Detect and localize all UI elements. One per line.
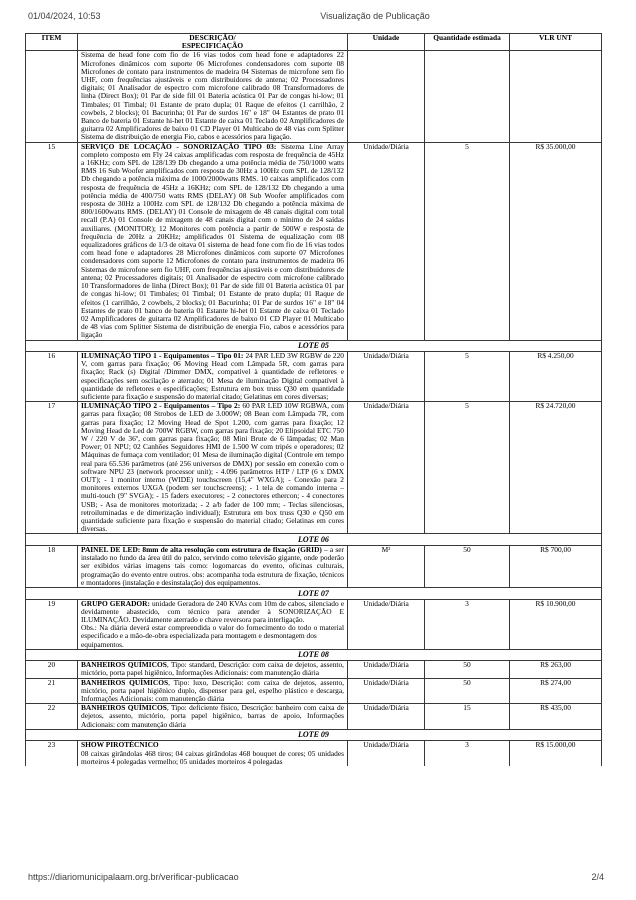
lote-label: LOTE 09	[26, 729, 602, 741]
item-number-cell: 15	[26, 142, 78, 340]
description-text: , Tipo: luxo, Descrição: com caixa de dejetos, assento, mictório, porta papel higiênico duplo, dispenser para gel, espelho plástico e descarga, Informações Adicionais: com manutenção diária	[81, 677, 344, 704]
table-row	[26, 661, 602, 678]
description-text: 08 caixas girândolas 468 tiros; 04 caixas girândolas 468 bouquet de cores; 05 unidades morteiros 4 polegadas vermelho; 05 unidades morteiros 4 polegadas	[81, 748, 344, 766]
unit-price-cell: R$ 10.900,00	[510, 599, 602, 649]
description-cell	[78, 678, 348, 704]
table-row	[26, 352, 602, 402]
description-bold-lead: BANHEIROS QUÍMICOS	[81, 677, 169, 687]
description-bold-lead: BANHEIROS QUÍMICOS	[81, 660, 167, 670]
column-header-description-line1: DESCRIÇÃO/	[189, 33, 236, 42]
description-cell	[78, 704, 348, 730]
item-number-cell: 22	[26, 704, 78, 730]
description-text: unidade Geradora de 240 KVAs com 10m de cabos, silenciado e devidamente abastecido, com técnico para atender à SONORIZAÇÃO E ILUMINAÇÃO. Devidamente aterrado e chave reversora para interligação.	[81, 598, 344, 624]
description-bold-lead: SHOW PIROTÉCNICO	[81, 740, 159, 750]
description-text: , Tipo: standard, Descrição: com caixa de dejetos, assento, mictório, porta papel higiênico, Informações Adicionais: com manutenção diária	[81, 660, 344, 678]
quantity-cell: 50	[425, 661, 510, 678]
unit-cell: Unidade/Diária	[348, 402, 425, 534]
description-cell	[78, 142, 348, 340]
footer-url: https://diariomunicipalaam.org.br/verificar-publicacao	[28, 872, 239, 882]
item-number-cell: 21	[26, 678, 78, 704]
lote-label: LOTE 05	[26, 340, 602, 352]
description-paragraph: equipamentos.	[81, 639, 124, 649]
lote-separator-row	[26, 534, 602, 546]
lote-label: LOTE 06	[26, 534, 602, 546]
lote-label: LOTE 07	[26, 588, 602, 600]
unit-price-cell: R$ 435,00	[510, 704, 602, 730]
description-cell	[78, 741, 348, 766]
item-number-cell: 23	[26, 741, 78, 766]
unit-cell: Unidade/Diária	[348, 741, 425, 766]
unit-price-cell: R$ 15.000,00	[510, 741, 602, 766]
unit-cell: Unidade/Diária	[348, 678, 425, 704]
table-row	[26, 545, 602, 587]
unit-price-cell: R$ 4.250,00	[510, 352, 602, 402]
table-row	[26, 142, 602, 340]
unit-price-cell: R$ 700,00	[510, 545, 602, 587]
table-row	[26, 402, 602, 534]
item-number-cell: 18	[26, 545, 78, 587]
item-number-cell: 20	[26, 661, 78, 678]
print-datetime: 01/04/2024, 10:53	[28, 11, 101, 21]
description-text: 60 PAR LED 10W RGBWA, com garras para fixação; 08 Strobos de LED de 3.000W; 08 Bean com Lâmpada 7R, com garras para fixação; 12 Moving Head de Spot 1.200, com garras para fixação; 12 Moving Head de Led de 700W RGBW, com garras para fixação; 20 Elipsoidal ETC 750 W / 220 V de 36º, com garras para fixação; 08 Mini Brute de 6 lâmpadas; 02 Man Power; 01 NPU; 02 Canhões Seguidores HMI de 1.500 W com tripés e operadores; 02 Máquinas de fumaça com ventilador; 01 Mesa de iluminação digital (Controle em tempo real para 65.536 parâmetros (até 256 universos de DMX) por sessão em conexão com o software NPU 23 (network processor unit); - 4.096 parâmetros HTP / LTP (6 x DMX OUT); - 1 monitor interno (WIDE) touchscreen (15,4" WXGA); - Conexão para 2 monitores externos UXGA (podem ser touchscreens); - 1 tela de comando interna – multi-touch (9" SVGA); - 15 faders executores; - 2 conectores ethercon; - 4 conectores USB; - Asa de monitores motorizada; - 2 a/b fader de 100 mm; - Teclas silenciosas, retroiluminadas e de dimerização individual); Estrutura em box truss Q30 e Q50 em quantidade suficiente para fixação e suspensão do material citado; Gelatinas em cores diversas.	[81, 401, 344, 534]
description-cell	[78, 402, 348, 534]
description-bold-lead: PAINEL DE LED: 8mm de alta resolução com estrutura de fixação (GRID)	[81, 544, 322, 554]
unit-cell: Unidade/Diária	[348, 704, 425, 730]
table-row	[26, 741, 602, 766]
description-paragraph: Obs.: Na diária deverá estar compreendida o valor do fornecimento do todo o material especificado e a mão-de-obra especializada para montagem e desmontagem dos	[81, 623, 344, 641]
description-cell	[78, 545, 348, 587]
unit-cell: Unidade/Diária	[348, 599, 425, 649]
description-bold-lead: ILUMINAÇÃO TIPO 1 - Equipamentos – Tipo 01:	[81, 351, 244, 361]
description-text: Sistema de head fone com fio de 16 vias todos com head fone e adaptadores 22 Microfones dinâmicos com suporte 06 Microfones condensadores com suporte 08 Microfones de contato para instrumentos de madeira 04 Sistemas de microfone sem fio UHF, com frequências ajustáveis e com distribuidores de antena; 02 Processadores digitais; 01 Analisador de espectro com microfone calibrado 08 Transformadores de linha (Direct Box); 01 Par de side fill 01 Bateria acústica 01 Par de congas hi-low; 01 Timbales; 01 Timbal; 01 Estante de prato dupla; 01 Raque de efeitos (1 carrilhão, 2 cowbels, 2 blocks); 01 Bacurinha; 01 Par de surdos 16" e 18" 04 Estantes de prato 01 Banco de bateria 01 Estante hi-het 01 Estante de caixa 01 Teclado 02 Amplificadores de guitarra 02 Amplificadores de baixo 01 CD Player 01 Multicabo de 48 vias com Splitter Sistema de distribuição de energia Fio, cabos e acessórios para ligação.	[81, 50, 344, 142]
item-number-cell: 17	[26, 402, 78, 534]
column-header-description	[78, 34, 348, 51]
unit-cell: M²	[348, 545, 425, 587]
quantity-cell: 5	[425, 352, 510, 402]
description-text: , Tipo: deficiente físico, Descrição: banheiro com caixa de dejetos, assento, mictório, porta papel higiênico, barras de apoio, Informações Adicionais: com manutenção diária	[81, 703, 344, 729]
unit-cell: Unidade/Diária	[348, 142, 425, 340]
lote-separator-row	[26, 340, 602, 352]
description-cell	[78, 599, 348, 649]
quantity-cell	[425, 51, 510, 142]
description-text: – a ser instalado no fundo da área útil do palco, servindo como televisão gigante, onde poderão ser exibidos várias imagens tais como: logomarcas do evento, oficinas culturais, programação do evento entre outros. obs: acompanha toda estrutura de fixação, técnicos e montadores (instalação e desinstalação) dos equipamentos.	[81, 544, 345, 587]
table-row	[26, 599, 602, 649]
quantity-cell: 50	[425, 678, 510, 704]
table-row	[26, 51, 602, 142]
table-row	[26, 704, 602, 730]
column-header-unidade: Unidade	[348, 34, 425, 51]
page-title: Visualização de Publicação	[320, 11, 430, 21]
unit-price-cell: R$ 263,00	[510, 661, 602, 678]
unit-price-cell: R$ 24.720,00	[510, 402, 602, 534]
table-header-row	[26, 34, 602, 51]
unit-cell	[348, 51, 425, 142]
description-text: Sistema Line Array completo composto em Fly 24 caixas amplificadas com resposta de frequência de 45Hz a 16KHz; com SPL de 128/139 Db chegando a uma potência média de 750/1000 watts RMS 16 Sub Woofer amplificados com resposta de 30Hz a 100Hz com SPL de 128/132 Db chegando a potência máxima de 1000/2000watts RMS. 10 caixas amplificados com resposta de frequência de 45Hz a 16KHz; com SPL de 128/132 Db chegando a uma potência média de 400/750 watts RMS (DELAY) 08 Sub Woofer amplificados com resposta de 30Hz a 100Hz com SPL de 128/132 Db chegando a potência máxima de 800/1600watts RMS. (DELAY) 01 Console de mixagem de 48 canais digital com total recall (P.A) 01 Console de mixagem de 48 canais digital com o mínimo de 24 saídas auxiliares. (MONITOR); 12 Monitores com potência a partir de 500W e resposta de frequência de 20Hz a 20KHz; amplificados 01 Sistema de equalização com 08 equalizadores gráficos de 1/3 de oitava 01 sistema de head fone com fio de 16 vias todos com head fone e adaptadores 28 Microfones dinâmicos com suporte 07 Microfones condensadores com suporte 12 Microfones de contato para instrumentos de madeira 06 Sistemas de microfone sem fio UHF, com frequências ajustáveis e com distribuidores de antena; 02 Processadores digitais; 01 Analisador de espectro com microfone calibrado 10 Transformadores de linha (Direct Box); 01 Par de side fill 01 Bateria acústica 01 par de congas hi-low; 01 Timbales; 01 Timbal; 01 Estante de prato dupla; 01 Raque de efeitos (1 carrilhão, 2 cowbels, 2 blocks); 01 Bacurinha; 01 Par de surdos 16" e 18" 04 Estantes de prato 01 banco de bateria 01 Estante hi-het 01 Estante de caixa 01 Teclado 02 Amplificadores de guitarra 02 Amplificadores de baixo 01 CD Player 01 Multicabo de 48 vias com Splitter Sistema de distribuição de energia Fio, cabos e acessórios para ligação	[81, 141, 344, 340]
description-text: 24 PAR LED 3W RGBW de 220 V, com garras para fixação; 06 Moving Head com Lâmpada 5R, com garras para fixação; Rack (s) Digital /Dimmer DMX, compatível à quantidade de refletores e especificações sem oscilação e aterrado; 01 Mesa de iluminação Digital compatível à quantidade de refletores e especificações; Estrutura em box truss Q30 em quantidade suficiente para fixação e suspensão do material citado; Gelatinas em cores diversas;	[81, 351, 344, 402]
description-cell	[78, 352, 348, 402]
quantity-cell: 3	[425, 599, 510, 649]
description-bold-lead: GRUPO GERADOR:	[81, 598, 150, 608]
unit-price-cell: R$ 274,00	[510, 678, 602, 704]
unit-cell: Unidade/Diária	[348, 661, 425, 678]
quantity-cell: 50	[425, 545, 510, 587]
lote-separator-row	[26, 649, 602, 661]
unit-price-cell	[510, 51, 602, 142]
unit-cell: Unidade/Diária	[348, 352, 425, 402]
quantity-cell: 15	[425, 704, 510, 730]
unit-price-cell: R$ 35.000,00	[510, 142, 602, 340]
lote-label: LOTE 08	[26, 649, 602, 661]
description-bold-lead: SERVIÇO DE LOCAÇÃO - SONORIZAÇÃO TIPO 03:	[81, 141, 277, 151]
print-footer	[28, 872, 604, 882]
description-cell	[78, 51, 348, 142]
quantity-cell: 5	[425, 142, 510, 340]
column-header-vlr-unt: VLR UNT	[510, 34, 602, 51]
description-bold-lead: BANHEIROS QUÍMICOS	[81, 703, 167, 713]
lote-separator-row	[26, 588, 602, 600]
column-header-quantidade: Quantidade estimada	[425, 34, 510, 51]
column-header-item: ITEM	[26, 34, 78, 51]
quantity-cell: 5	[425, 402, 510, 534]
publication-table	[25, 33, 602, 766]
page-number: 2/4	[591, 872, 604, 882]
quantity-cell: 3	[425, 741, 510, 766]
item-number-cell: 19	[26, 599, 78, 649]
table-row	[26, 678, 602, 704]
description-cell	[78, 661, 348, 678]
item-number-cell	[26, 51, 78, 142]
description-bold-lead: ILUMINAÇÃO TIPO 2 - Equipamentos – Tipo 2:	[81, 401, 241, 411]
column-header-description-line2: ESPECIFICAÇÃO	[181, 41, 244, 51]
item-number-cell: 16	[26, 352, 78, 402]
